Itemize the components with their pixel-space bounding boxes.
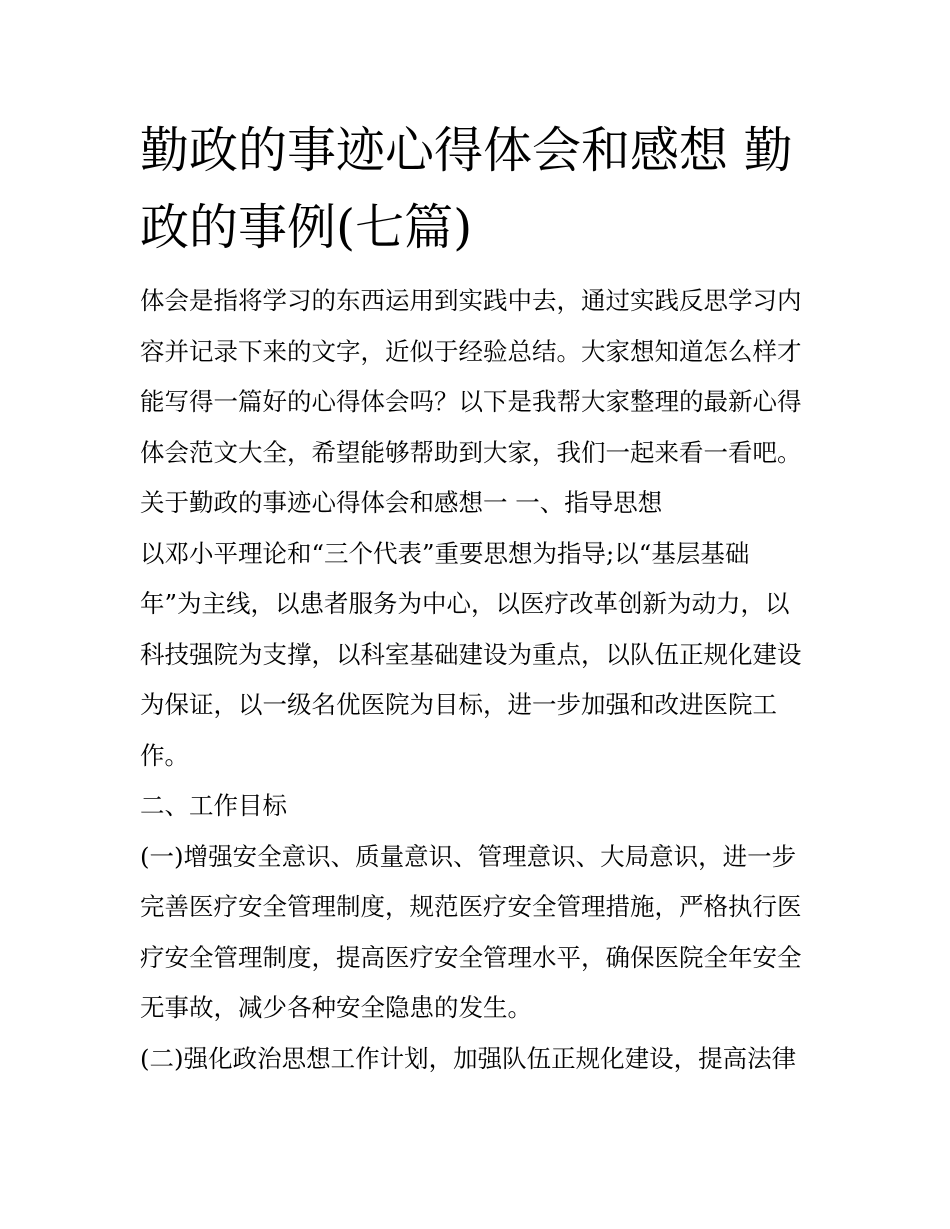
section-heading-line: 二、工作目标 (140, 791, 287, 820)
paragraph-line: 作。 (140, 740, 189, 770)
document-title (140, 112, 820, 266)
title-line: 政的事例(七篇) (140, 199, 473, 256)
paragraph-line: 无事故，减少各种安全隐患的发生。 (140, 993, 532, 1022)
paragraph-line: 完善医疗安全管理制度，规范医疗安全管理措施，严格执行医 (140, 892, 802, 921)
section-heading-line: 关于勤政的事迹心得体会和感想一 一、指导思想 (140, 488, 663, 517)
title-line: 勤政的事迹心得体会和感想 勤 (140, 122, 793, 179)
paragraph-line: (二)强化政治思想工作计划，加强队伍正规化建设，提高法律 (140, 1043, 797, 1073)
document-body (140, 276, 830, 1084)
paragraph-line: 科技强院为支撑，以科室基础建设为重点，以队伍正规化建设 (140, 639, 802, 669)
paragraph-line: 以邓小平理论和“三个代表”重要思想为指导;以“基层基础 (140, 538, 750, 568)
paragraph-line: (一)增强安全意识、质量意识、管理意识、大局意识，进一步 (140, 841, 797, 871)
paragraph-line: 为保证，以一级名优医院为目标，进一步加强和改进医院工 (140, 690, 777, 719)
paragraph-line: 疗安全管理制度，提高医疗安全管理水平，确保医院全年安全 (140, 942, 802, 972)
paragraph-line: 体会范文大全，希望能够帮助到大家，我们一起来看一看吧。 (140, 437, 802, 467)
paragraph-line: 年”为主线，以患者服务为中心，以医疗改革创新为动力，以 (140, 589, 790, 618)
paragraph-line: 容并记录下来的文字，近似于经验总结。大家想知道怎么样才 (140, 336, 802, 366)
paragraph-line: 体会是指将学习的东西运用到实践中去，通过实践反思学习内 (140, 286, 802, 315)
paragraph-line: 能写得一篇好的心得体会吗？以下是我帮大家整理的最新心得 (140, 387, 802, 416)
